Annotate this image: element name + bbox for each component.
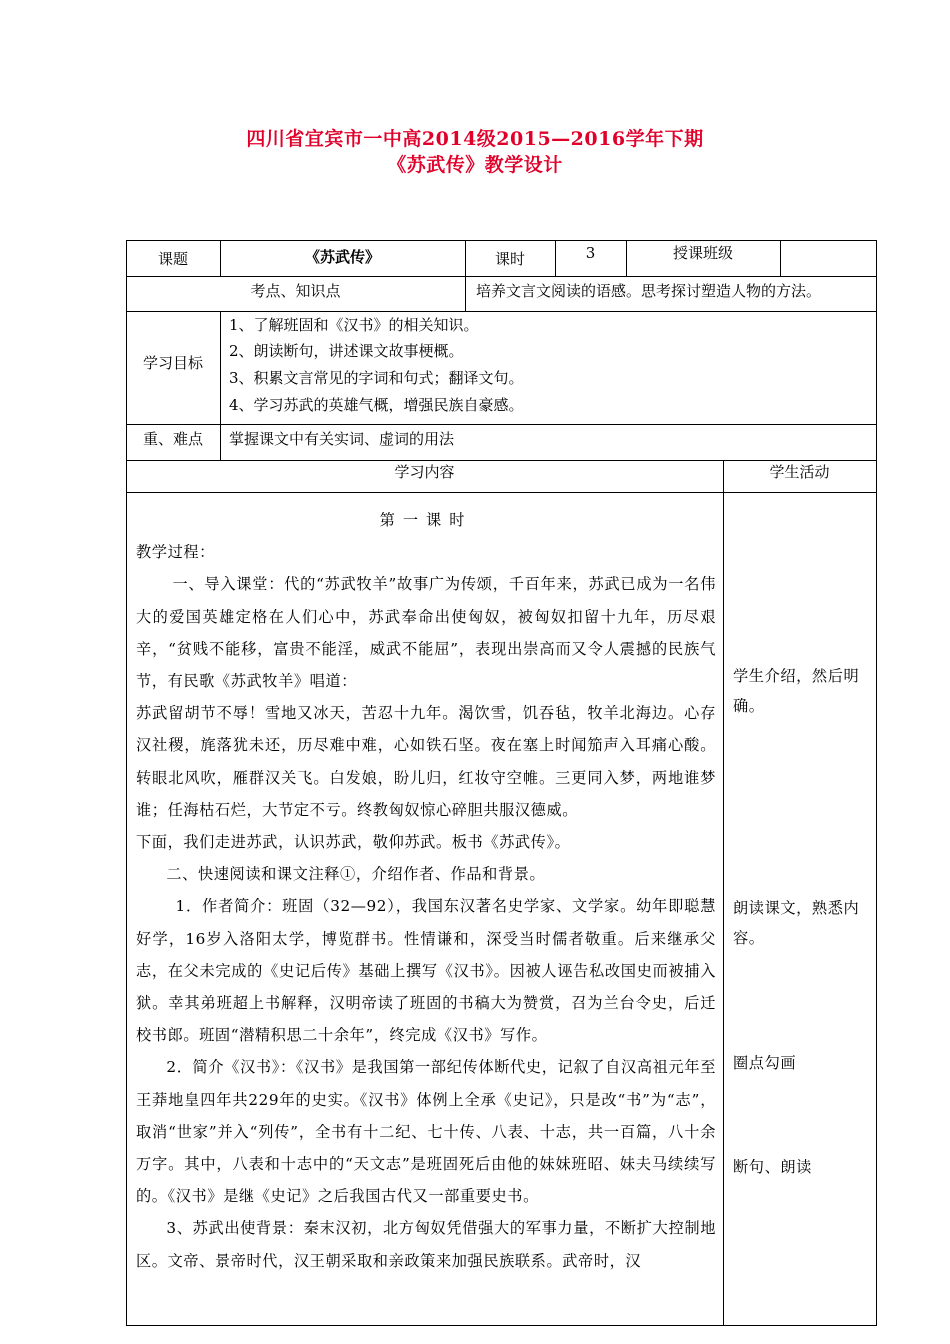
content-paragraph: 3、苏武出使背景：秦末汉初，北方匈奴凭借强大的军事力量，不断扩大控制地区。文帝、景帝时代，汉王朝采取和亲政策来加强民族联系。武帝时，汉 (136, 1219, 716, 1270)
document-title-line1: 四川省宜宾市一中高2014级2015—2016学年下期 (246, 128, 704, 150)
points-value: 培养文言文阅读的语感。思考探讨塑造人物的方法。 (476, 282, 822, 300)
goal-item: 1、了解班固和《汉书》的相关知识。 (229, 316, 479, 334)
goal-item: 3、积累文言常见的字词和句式；翻译文句。 (229, 369, 524, 387)
activity-item: 断句、朗读 (733, 1158, 812, 1176)
hours-label: 课时 (494, 250, 525, 268)
activity-header: 学生活动 (769, 463, 830, 481)
content-paragraph: 1．作者简介：班固（32—92），我国东汉著名史学家、文学家。幼年即聪慧好学，16岁入洛阳太学，博览群书。性情谦和，深受当时儒者敬重。后来继承父志，在父未完成的《史记后传》基础上撰写《汉书》。因被人诬告私改国史而被捕入狱。幸其弟班超上书解释，汉明帝读了班固的书稿大为赞赏，召为兰台令史，后迁校书郎。班固“潜精积思二十余年”，终完成《汉书》写作。 (136, 897, 716, 1045)
content-header: 学习内容 (394, 463, 455, 481)
content-paragraph: 苏武留胡节不辱！雪地又冰天，苦忍十九年。渴饮雪，饥吞毡，牧羊北海边。心存汉社稷，旄落犹未还，历尽难中难，心如铁石坚。夜在塞上时闻笳声入耳痛心酸。转眼北风吹，雁群汉关飞。白发娘，盼儿归，红妆守空帷。三更同入梦，两地谁梦谁；任海枯石烂，大节定不亏。终教匈奴惊心碎胆共服汉德威。 (136, 704, 716, 819)
content-paragraph: 二、快速阅读和课文注释①，介绍作者、作品和背景。 (166, 865, 546, 884)
content-paragraph: 2．简介《汉书》：《汉书》是我国第一部纪传体断代史，记叙了自汉高祖元年至王莽地皇四年共229年的史实。《汉书》体例上全承《史记》，只是改“书”为“志”，取消“世家”并入“列传”，全书有十二纪、七十传、八表、十志，共一百篇，八十余万字。其中，八表和十志中的“天文志”是班固死后由他的妹妹班昭、妹夫马续续写的。《汉书》是继《史记》之后我国古代又一部重要史书。 (136, 1058, 716, 1206)
hours-value: 3 (585, 244, 596, 262)
lesson-content (136, 504, 716, 1277)
points-label: 考点、知识点 (250, 282, 341, 300)
content-paragraph: 下面，我们走进苏武，认识苏武，敬仰苏武。板书《苏武传》。 (136, 833, 571, 852)
key-points-label: 重、难点 (142, 430, 203, 448)
content-paragraph: 一、导入课堂：代的“苏武牧羊”故事广为传颂，千百年来，苏武已成为一名伟大的爱国英雄定格在人们心中，苏武奉命出使匈奴，被匈奴扣留十九年，历尽艰辛，“贫贱不能移，富贵不能淫，威武不能屈”，表现出崇高而又令人震撼的民族气节，有民歌《苏武牧羊》唱道： (136, 575, 716, 691)
activity-item: 朗读课文，熟悉内容。 (733, 899, 860, 947)
lesson-title: 第一课时 (379, 511, 473, 529)
process-label: 教学过程： (136, 543, 215, 562)
goals-label: 学习目标 (142, 354, 203, 372)
topic-label: 课题 (157, 250, 188, 268)
class-label: 授课班级 (672, 244, 733, 262)
activity-item: 圈点勾画 (733, 1054, 797, 1072)
activity-item: 学生介绍，然后明确。 (733, 667, 860, 715)
goal-item: 2、朗读断句，讲述课文故事梗概。 (229, 342, 464, 360)
document-title-line2: 《苏武传》教学设计 (387, 154, 563, 176)
goal-item: 4、学习苏武的英雄气概，增强民族自豪感。 (229, 396, 524, 414)
key-points-value: 掌握课文中有关实词、虚词的用法 (229, 430, 455, 448)
topic-value: 《苏武传》 (304, 248, 380, 266)
